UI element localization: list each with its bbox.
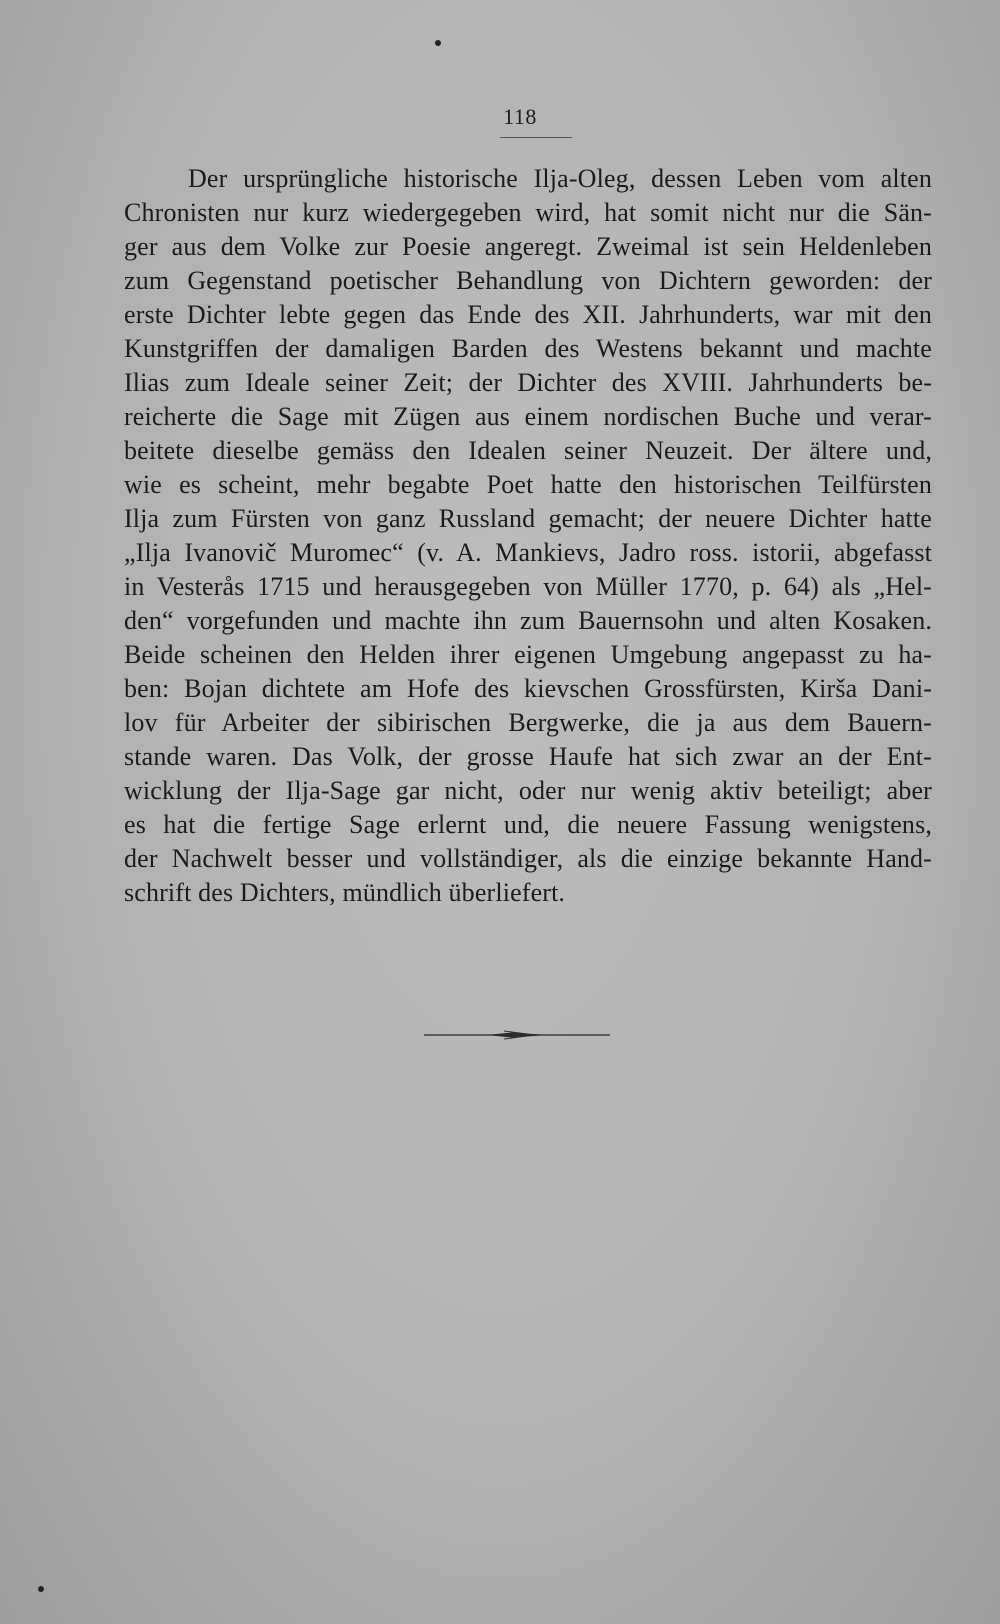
text-line: wie es scheint, mehr begabte Poet hatte den historischen Teilfürsten xyxy=(124,470,932,499)
header-rule xyxy=(500,137,572,138)
ink-speck xyxy=(435,40,441,46)
text-line: den“ vorgefunden und machte ihn zum Bauernsohn und alten Kosaken. xyxy=(124,606,932,635)
text-line: Chronisten nur kurz wiedergegeben wird, hat somit nicht nur die Sän- xyxy=(124,198,932,227)
text-line: beitete dieselbe gemäss den Idealen seiner Neuzeit. Der ältere und, xyxy=(124,436,932,465)
text-line: in Vesterås 1715 und herausgegeben von Müller 1770, p. 64) als „Hel- xyxy=(124,572,932,601)
text-line: wicklung der Ilja-Sage gar nicht, oder nur wenig aktiv beteiligt; aber xyxy=(124,776,932,805)
text-line: ben: Bojan dichtete am Hofe des kievschen Grossfürsten, Kirša Dani- xyxy=(124,674,932,703)
text-line: es hat die fertige Sage erlernt und, die neuere Fassung wenigstens, xyxy=(124,810,932,839)
text-line: ger aus dem Volke zur Poesie angeregt. Zweimal ist sein Heldenleben xyxy=(124,232,932,261)
text-line: stande waren. Das Volk, der grosse Haufe hat sich zwar an der Ent- xyxy=(124,742,932,771)
text-line: Beide scheinen den Helden ihrer eigenen Umgebung angepasst zu ha- xyxy=(124,640,932,669)
text-line: zum Gegenstand poetischer Behandlung von Dichtern geworden: der xyxy=(124,266,932,295)
text-line: der Nachwelt besser und vollständiger, als die einzige bekannte Hand- xyxy=(124,844,932,873)
text-line: erste Dichter lebte gegen das Ende des XII. Jahrhunderts, war mit den xyxy=(124,300,932,329)
ink-speck xyxy=(38,1586,44,1592)
text-line: „Ilja Ivanovič Muromec“ (v. A. Mankievs, Jadro ross. istorii, abgefasst xyxy=(124,538,932,567)
text-line: Kunstgriffen der damaligen Barden des Westens bekannt und machte xyxy=(124,334,932,363)
text-line: Ilias zum Ideale seiner Zeit; der Dichter des XVIII. Jahrhunderts be- xyxy=(124,368,932,397)
text-line: schrift des Dichters, mündlich überliefert. xyxy=(124,878,566,907)
text-line: Ilja zum Fürsten von ganz Russland gemacht; der neuere Dichter hatte xyxy=(124,504,932,533)
page-number: 118 xyxy=(503,104,537,129)
end-ornament-rule xyxy=(424,1028,610,1042)
text-line: lov für Arbeiter der sibirischen Bergwerke, die ja aus dem Bauern- xyxy=(124,708,932,737)
body-paragraph xyxy=(124,162,932,910)
text-line: reicherte die Sage mit Zügen aus einem nordischen Buche und verar- xyxy=(124,402,932,431)
text-line: Der ursprüngliche historische Ilja-Oleg, dessen Leben vom alten xyxy=(188,164,932,193)
